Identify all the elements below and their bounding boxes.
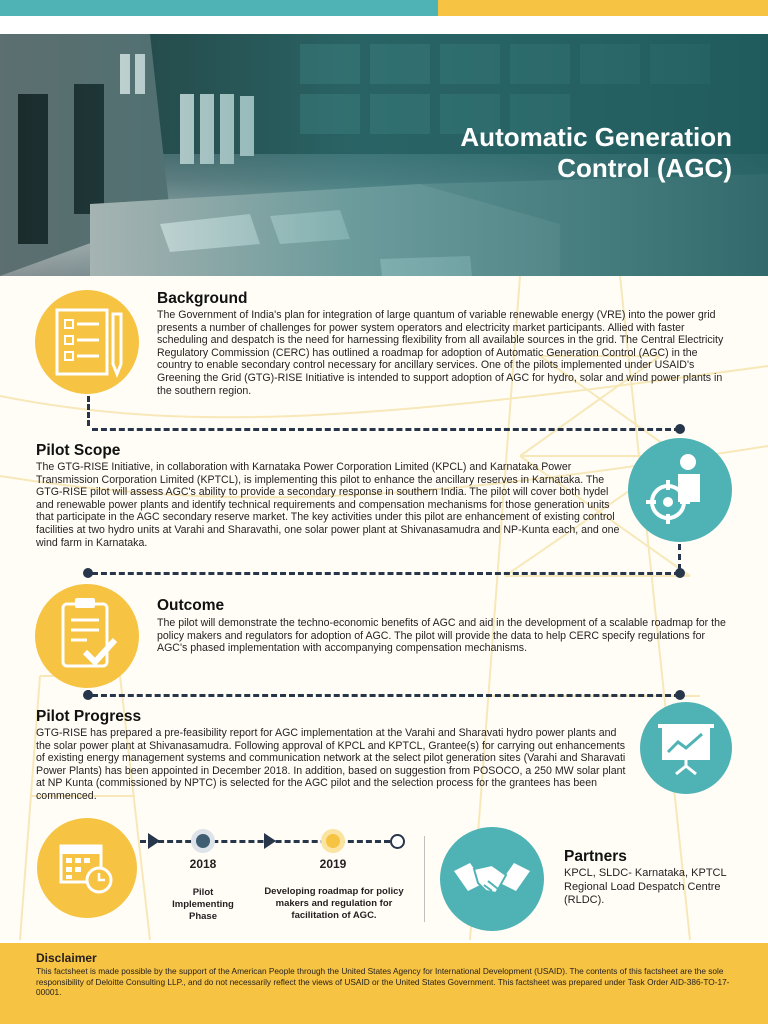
outcome-text: The pilot will demonstrate the techno-economic benefits of AGC and aid in the development of a scalable roadmap for the policy makers and regulators for adoption of AGC. The pilot will provide the data to help CERC specify regulations for AGC's phased implementation with accompanying compensation mechanisms.	[157, 617, 726, 655]
document-checklist-icon	[35, 290, 139, 394]
timeline-label: Developing roadmap for policy makers and regulation for facilitation of AGC.	[264, 886, 404, 921]
connector-horizontal	[92, 572, 680, 575]
title-line-1: Automatic Generation	[460, 122, 732, 152]
outcome-heading: Outcome	[157, 597, 225, 614]
presentation-chart-icon	[640, 702, 732, 794]
handshake-icon	[440, 827, 544, 931]
timeline-arrow	[148, 833, 160, 849]
connector-dot	[675, 424, 685, 434]
partners-icon-circle	[440, 827, 544, 931]
connector-horizontal	[92, 694, 680, 697]
title-line-2: Control (AGC)	[557, 153, 732, 183]
connector-horizontal	[92, 428, 680, 431]
connector-vertical	[678, 544, 681, 570]
pilot-progress-heading: Pilot Progress	[36, 708, 142, 725]
partners-heading: Partners	[564, 848, 627, 865]
timeline-label: Pilot Implementing Phase	[172, 887, 234, 922]
page-title	[460, 122, 732, 184]
outcome-icon-circle	[35, 584, 139, 688]
disclaimer-text: This factsheet is made possible by the support of the American People through the United States Agency for International Development (USAID). The contents of this factsheet are the sole responsibility of Deloitte Consulting LLP., and do not necessarily reflect the views of USAID or the United States Government. This factsheet was prepared under Task Order AID-386-TO-17-00001.	[36, 966, 730, 998]
connector-dot	[83, 568, 93, 578]
pilot-scope-icon-circle	[628, 438, 732, 542]
partners-text: KPCL, SLDC- Karnataka, KPTCL Regional Load Despatch Centre (RLDC).	[564, 867, 727, 906]
target-person-icon	[628, 438, 732, 542]
background-text: The Government of India's plan for integration of large quantum of variable renewable energy (VRE) into the power grid presents a number of challenges for power system operators and electricity market participants. Allied with faster scheduling and despatch is the need for harnessing flexibility from all available sources in the grid. The Central Electricity Regulatory Commission (CERC) has outlined a roadmap for adoption of Automatic Generation Control (AGC) in the country to enable secondary control necessary for ancillary services. One of the pilots implemented under USAID's Greening the Grid (GTG)-RISE Initiative is intended to support adoption of AGC for hydro, solar and wind power plants in the southern region.	[157, 309, 724, 397]
divider	[424, 836, 425, 922]
pilot-progress-text: GTG-RISE has prepared a pre-feasibility report for AGC implementation at the Varahi and Sharavati hydro power plants and the solar power plant at Shivanasamudra. Following approval of KPCL and KPTCL, Grantee(s) for carrying out enhancements of existing energy management systems and communication network at the select pilot generation sites (Varahi and Sharavati Power Plants) has been appointed in December 2018. In addition, based on suggestion from POSOCO, a 250 MW solar plant at NP Kunta (commissioned by NPTC) is selected for the AGC pilot and the selection process for the grantees has been commenced.	[36, 727, 626, 802]
timeline-calendar-circle	[37, 818, 137, 918]
connector-dot	[675, 568, 685, 578]
pilot-scope-heading: Pilot Scope	[36, 442, 121, 459]
connector-vertical	[87, 396, 90, 426]
timeline-arrow	[264, 833, 276, 849]
background-heading: Background	[157, 290, 248, 307]
background-icon-circle	[35, 290, 139, 394]
pilot-scope-text: The GTG-RISE Initiative, in collaboration with Karnataka Power Corporation Limited (KPCL) and Karnataka Power Transmission Corporation Limited (KPTCL), is implementing this pilot to enhance the ancillary reserves in Karnataka. The GTG-RISE pilot will assess AGC's ability to provide a secondary response in southern India. The pilot will cover both hydel and renewable power plants and identify technical requirements and compensation mechanisms for those generation units that participate in the AGC secondary reserve market. The key activities under this pilot are enhancement of existing control facilities at two hydro units at Varahi and Sharavathi, one solar power plant at Shivanasamudra and NP-Kunta each, and one wind farm in Karnataka.	[36, 461, 620, 549]
timeline-year: 2019	[319, 857, 347, 871]
timeline-node-2018	[191, 829, 215, 853]
timeline-year: 2018	[189, 857, 217, 871]
connector-dot	[675, 690, 685, 700]
top-bar-yellow	[438, 0, 768, 16]
timeline-end-node	[390, 834, 405, 849]
calendar-clock-icon	[37, 818, 137, 918]
disclaimer-heading: Disclaimer	[36, 951, 97, 965]
timeline-node-2019	[321, 829, 345, 853]
connector-dot	[83, 690, 93, 700]
top-bar-teal	[0, 0, 438, 16]
clipboard-check-icon	[35, 584, 139, 688]
pilot-progress-icon-circle	[640, 702, 732, 794]
